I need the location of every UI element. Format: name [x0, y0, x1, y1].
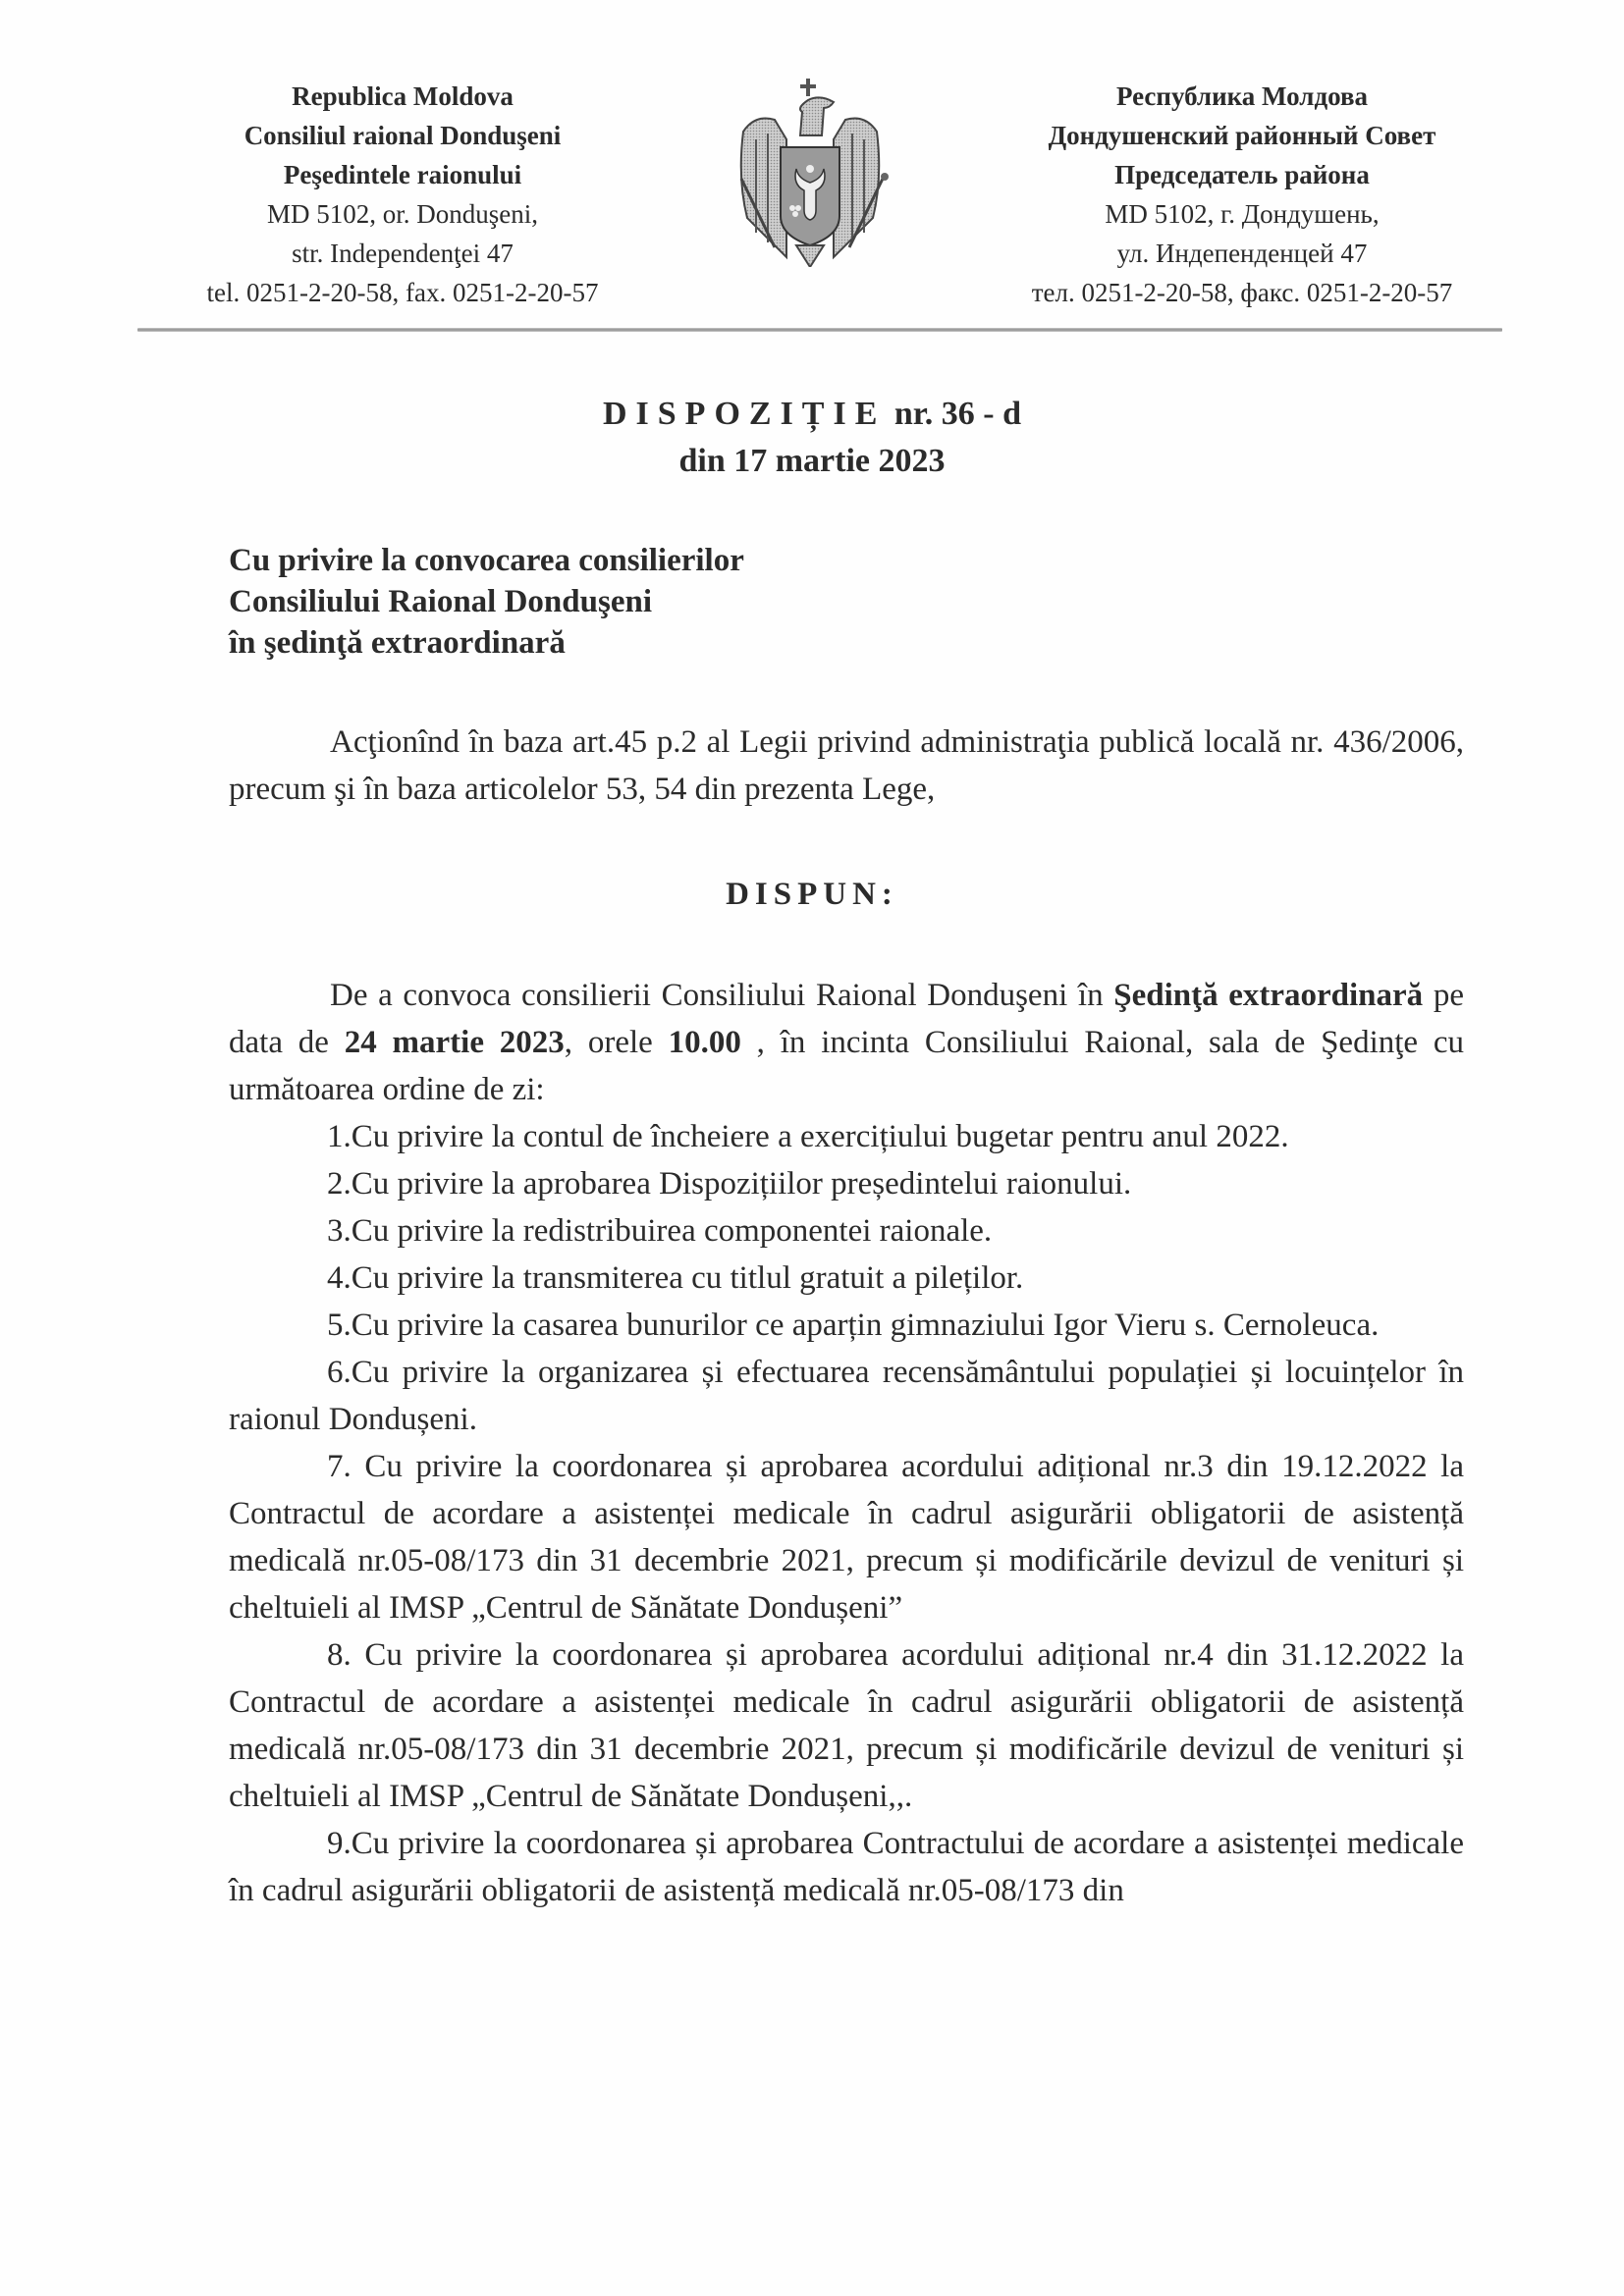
decision-text-4: , în incinta Consiliului Raional, sala de Şedinţe cu următoarea ordine de zi:: [229, 1025, 1465, 1107]
title-word: DISPOZIȚIE: [602, 396, 887, 432]
agenda-item: 9.Cu privire la coordonarea și aprobarea Contractului de acordare a asistenței medicale în cadrul asigurării obligatorii de asistență medicală nr.05-08/173 din: [229, 1826, 1464, 1908]
agenda-item: 3.Cu privire la redistribuirea componentei raionale.: [327, 1213, 993, 1249]
document-subject: [229, 540, 744, 664]
street-line-ru: ул. Индепенденцей 47: [1116, 239, 1368, 268]
decision-paragraph: [229, 972, 1464, 1113]
office-name: Peşedintele raionului: [283, 160, 522, 189]
meeting-date: 24 martie 2023: [344, 1025, 565, 1060]
country-name: Republica Moldova: [292, 81, 514, 111]
subject-line-2: Consiliului Raional Donduşeni: [229, 584, 652, 619]
preamble-block: [229, 719, 1464, 813]
country-name-ru: Республика Молдова: [1115, 81, 1369, 111]
letterhead-russian: [972, 77, 1512, 312]
meeting-type: Şedinţă extraordinară: [1113, 978, 1424, 1013]
decision-text-2: pe data de: [229, 978, 1464, 1060]
letterhead-romanian: [157, 77, 648, 312]
subject-line-3: în şedinţă extraordinară: [229, 625, 566, 661]
document-number: nr. 36 - d: [893, 396, 1022, 432]
street-line: str. Independenţei 47: [292, 239, 514, 268]
decision-text-3: , orele: [564, 1025, 669, 1060]
subject-line-1: Cu privire la convocarea consilierilor: [229, 543, 744, 578]
agenda-item: 7. Cu privire la coordonarea și aprobarea acordului adițional nr.3 din 19.12.2022 la Contractul de acordare a asistenței medicale în cadrul asigurării obligatorii de asistență medicală nr.05-08/173 din 31 decembrie 2021, precum și modificările devizul de venituri și cheltuieli al IMSP „Centrul de Sănătate Dondușeni”: [229, 1449, 1464, 1626]
agenda-item: 5.Cu privire la casarea bunurilor ce aparțin gimnaziului Igor Vieru s. Cernoleuca.: [327, 1308, 1380, 1343]
agenda-item: 8. Cu privire la coordonarea și aprobarea acordului adițional nr.4 din 31.12.2022 la Contractul de acordare a asistenței medicale în cadrul asigurării obligatorii de asistență medicală nr.05-08/173 din 31 decembrie 2021, precum și modificările devizul de venituri și cheltuieli al IMSP „Centrul de Sănătate Dondușeni,,.: [229, 1637, 1464, 1814]
decision-block: [229, 972, 1464, 1914]
council-name-ru: Дондушенский районный Совет: [1048, 121, 1436, 150]
letterhead: [137, 69, 1512, 324]
office-name-ru: Председатель района: [1114, 160, 1370, 189]
letterhead-divider: [137, 328, 1502, 332]
agenda-item: 6.Cu privire la organizarea și efectuarea recensământului populației și locuințelor în raionul Dondușeni.: [229, 1355, 1464, 1437]
coat-of-arms-icon: [702, 71, 918, 267]
preamble-paragraph: Acţionînd în baza art.45 p.2 al Legii privind administraţia publică locală nr. 436/2006, precum şi în baza articolelor 53, 54 din prezenta Lege,: [229, 724, 1464, 807]
document-title: [0, 391, 1624, 485]
agenda-item: 2.Cu privire la aprobarea Dispozițiilor președintelui raionului.: [327, 1166, 1132, 1201]
agenda-item: 1.Cu privire la contul de încheiere a exercițiului bugetar pentru anul 2022.: [327, 1119, 1289, 1154]
contact-line-ru: тел. 0251-2-20-58, факс. 0251-2-20-57: [1031, 278, 1453, 307]
address-line: MD 5102, or. Donduşeni,: [267, 199, 538, 229]
agenda-item: 4.Cu privire la transmiterea cu titlul gratuit a pileților.: [327, 1260, 1024, 1296]
council-name: Consiliul raional Donduşeni: [244, 121, 562, 150]
address-line-ru: MD 5102, г. Дондушень,: [1105, 199, 1380, 229]
contact-line: tel. 0251-2-20-58, fax. 0251-2-20-57: [206, 278, 599, 307]
decision-text-1: De a convoca consilierii Consiliului Raional Donduşeni în: [330, 978, 1114, 1013]
dispun-heading: DISPUN:: [726, 877, 898, 912]
meeting-time: 10.00: [668, 1025, 741, 1060]
document-date: din 17 martie 2023: [678, 443, 946, 479]
